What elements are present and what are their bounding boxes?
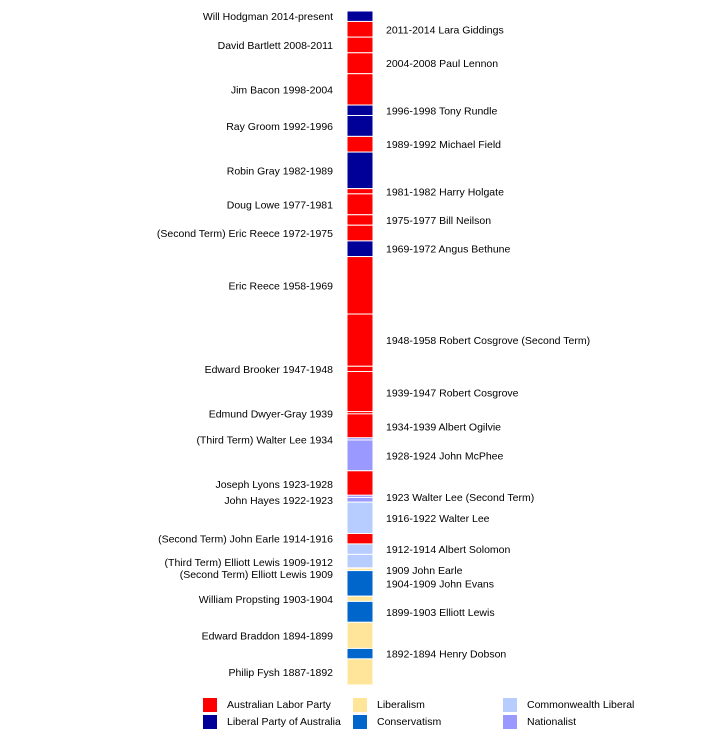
bar-segment-will-hodgman-2014-present: [347, 11, 373, 21]
bar-segment-william-propsting-1903-1904: [347, 596, 373, 601]
segment-label-second-term-eric-reece-1972-1975: (Second Term) Eric Reece 1972-1975: [156, 228, 333, 241]
legend-label-nationalist: Nationalist: [527, 716, 577, 728]
legend-label-liberalism: Liberalism: [377, 699, 425, 711]
legend-label-conservatism: Conservatism: [377, 716, 442, 728]
bar-segment-edward-braddon-1894-1899: [347, 622, 373, 648]
segment-label-eric-reece-1958-1969: Eric Reece 1958-1969: [228, 280, 333, 293]
bar-segment-1916-1922-walter-lee: [347, 502, 373, 533]
segment-label-second-term-elliott-lewis-1909: (Second Term) Elliott Lewis 1909: [179, 568, 333, 581]
bar-segment-1904-1909-john-evans: [347, 571, 373, 597]
segment-label-2004-2008-paul-lennon: 2004-2008 Paul Lennon: [386, 58, 499, 71]
bar-segment-third-term-elliott-lewis-1909-1912: [347, 554, 373, 569]
bar-segment-1989-1992-michael-field: [347, 136, 373, 152]
bar-segment-2011-2014-lara-giddings: [347, 21, 373, 37]
bar-segment-1892-1894-henry-dobson: [347, 648, 373, 658]
segment-label-1928-1924-john-mcphee: 1928-1924 John McPhee: [386, 450, 504, 463]
bar-segment-1969-1972-angus-bethune: [347, 241, 373, 257]
segment-label-1916-1922-walter-lee: 1916-1922 Walter Lee: [386, 512, 490, 525]
segment-label-1892-1894-henry-dobson: 1892-1894 Henry Dobson: [386, 648, 507, 661]
segment-label-1909-john-earle: 1909 John Earle: [386, 564, 463, 577]
segment-label-1989-1992-michael-field: 1989-1992 Michael Field: [386, 139, 501, 152]
segment-label-1996-1998-tony-rundle: 1996-1998 Tony Rundle: [386, 105, 498, 118]
segment-label-robin-gray-1982-1989: Robin Gray 1982-1989: [226, 165, 333, 178]
bar-segment-1939-1947-robert-cosgrove: [347, 372, 373, 414]
bar-segment-second-term-eric-reece-1972-1975: [347, 225, 373, 241]
bar-segment-robin-gray-1982-1989: [347, 152, 373, 189]
segment-label-1939-1947-robert-cosgrove: 1939-1947 Robert Cosgrove: [386, 387, 519, 400]
bar-segment-david-bartlett-2008-2011: [347, 37, 373, 53]
segment-label-edward-brooker-1947-1948: Edward Brooker 1947-1948: [204, 363, 333, 376]
bar-segment-john-hayes-1922-1923: [347, 497, 373, 502]
segment-label-1904-1909-john-evans: 1904-1909 John Evans: [386, 578, 494, 591]
segment-label-third-term-walter-lee-1934: (Third Term) Walter Lee 1934: [196, 434, 333, 447]
segment-label-ray-groom-1992-1996: Ray Groom 1992-1996: [226, 120, 333, 133]
bar-segment-1975-1977-bill-neilson: [347, 215, 373, 225]
bar-segment-1912-1914-albert-solomon: [347, 544, 373, 554]
segment-label-2011-2014-lara-giddings: 2011-2014 Lara Giddings: [386, 24, 504, 37]
segment-label-philip-fysh-1887-1892: Philip Fysh 1887-1892: [228, 666, 333, 679]
bar-segment-2004-2008-paul-lennon: [347, 53, 373, 74]
segment-label-third-term-elliott-lewis-1909-1912: (Third Term) Elliott Lewis 1909-1912: [164, 556, 333, 569]
segment-label-1923-walter-lee-second-term: 1923 Walter Lee (Second Term): [386, 492, 535, 505]
segment-label-1934-1939-albert-ogilvie: 1934-1939 Albert Ogilvie: [386, 421, 501, 434]
segment-label-1969-1972-angus-bethune: 1969-1972 Angus Bethune: [386, 243, 511, 256]
bar-segment-1948-1958-robert-cosgrove-second-term: [347, 314, 373, 366]
segment-label-1912-1914-albert-solomon: 1912-1914 Albert Solomon: [386, 544, 511, 557]
segment-labels: [157, 11, 590, 679]
legend-label-liberal-party: Liberal Party of Australia: [227, 716, 341, 728]
segment-label-edward-braddon-1894-1899: Edward Braddon 1894-1899: [201, 630, 333, 643]
segment-label-jim-bacon-1998-2004: Jim Bacon 1998-2004: [230, 84, 333, 97]
segment-label-joseph-lyons-1923-1928: Joseph Lyons 1923-1928: [215, 478, 333, 491]
bar-segment-1934-1939-albert-ogilvie: [347, 414, 373, 440]
segment-label-1981-1982-harry-holgate: 1981-1982 Harry Holgate: [386, 186, 504, 199]
segment-label-john-hayes-1922-1923: John Hayes 1922-1923: [224, 494, 333, 507]
bar-segment-philip-fysh-1887-1892: [347, 659, 373, 685]
segment-label-david-bartlett-2008-2011: David Bartlett 2008-2011: [217, 39, 333, 52]
bar-segments: [347, 11, 373, 685]
bar-segment-ray-groom-1992-1996: [347, 115, 373, 136]
bar-segment-1996-1998-tony-rundle: [347, 105, 373, 115]
segment-label-1975-1977-bill-neilson: 1975-1977 Bill Neilson: [386, 214, 492, 227]
segment-label-1948-1958-robert-cosgrove-second-term: 1948-1958 Robert Cosgrove (Second Term): [386, 335, 591, 348]
segment-label-1899-1903-elliott-lewis: 1899-1903 Elliott Lewis: [386, 606, 495, 619]
segment-label-will-hodgman-2014-present: Will Hodgman 2014-present: [202, 11, 333, 24]
segment-label-second-term-john-earle-1914-1916: (Second Term) John Earle 1914-1916: [158, 533, 333, 546]
segment-label-edmund-dwyer-gray-1939: Edmund Dwyer-Gray 1939: [208, 408, 333, 421]
bar-segment-1899-1903-elliott-lewis: [347, 601, 373, 622]
bar-segment-jim-bacon-1998-2004: [347, 74, 373, 105]
bar-segment-doug-lowe-1977-1981: [347, 194, 373, 215]
segment-label-doug-lowe-1977-1981: Doug Lowe 1977-1981: [226, 199, 333, 212]
bar-segment-joseph-lyons-1923-1928: [347, 471, 373, 497]
bar-segment-1981-1982-harry-holgate: [347, 189, 373, 194]
bar-segment-eric-reece-1958-1969: [347, 257, 373, 314]
legend-label-labor: Australian Labor Party: [227, 699, 331, 711]
segment-label-william-propsting-1903-1904: William Propsting 1903-1904: [198, 593, 333, 606]
legend-label-commonwealth-liberal: Commonwealth Liberal: [527, 699, 635, 711]
bar-segment-second-term-john-earle-1914-1916: [347, 533, 373, 543]
bar-segment-1928-1924-john-mcphee: [347, 440, 373, 471]
bar-segment-edward-brooker-1947-1948: [347, 366, 373, 371]
